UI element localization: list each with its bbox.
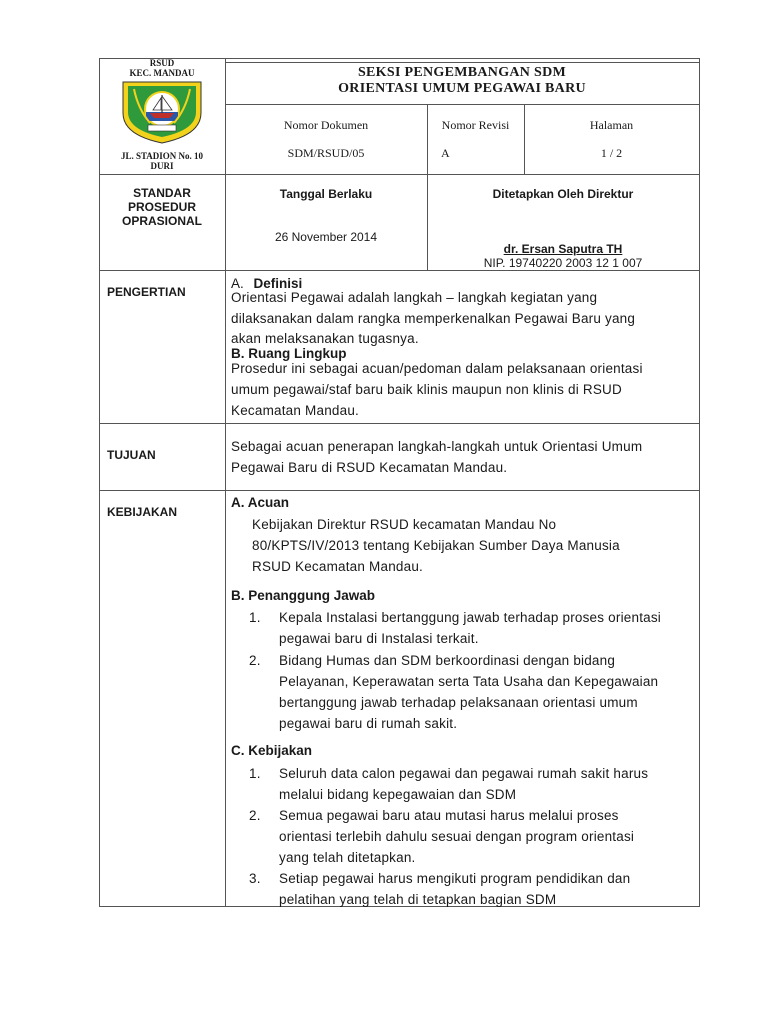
effective-date-label: Tanggal Berlaku (279, 187, 373, 201)
list-number: 3. (249, 871, 261, 886)
director-name: dr. Ersan Saputra TH (503, 242, 623, 256)
text-line: RSUD Kecamatan Mandau. (252, 559, 423, 574)
director-nip: NIP. 19740220 2003 12 1 007 (483, 256, 643, 270)
revision-label: Nomor Revisi (441, 118, 510, 132)
text-line: Kecamatan Mandau. (231, 403, 359, 418)
address-line-1: JL. STADION No. 10 (120, 151, 204, 161)
page-number: 1 / 2 (600, 146, 623, 160)
text-line: pegawai baru di Instalasi terkait. (279, 631, 479, 646)
org-header (99, 58, 225, 78)
text-line: dilaksanakan dalam rangka memperkenalkan Pegawai Baru yang (231, 311, 636, 326)
list-number: 1. (249, 610, 261, 625)
policy-heading: C. Kebijakan (231, 743, 313, 758)
text-line: Prosedur ini sebagai acuan/pedoman dalam pelaksanaan orientasi (231, 361, 643, 376)
text-line: Bidang Humas dan SDM berkoordinasi dengan bidang (279, 653, 616, 668)
definition-text (231, 287, 690, 349)
doc-number-value: SDM/RSUD/05 (287, 146, 365, 160)
definition-letter: A. (231, 276, 244, 291)
list-number: 2. (249, 808, 261, 823)
section-label-pengertian: PENGERTIAN (107, 285, 186, 299)
title-line-2: ORIENTASI UMUM PEGAWAI BARU (338, 81, 586, 96)
responsibility-heading: B. Penanggung Jawab (231, 588, 376, 603)
text-line: Pelayanan, Keperawatan serta Tata Usaha dan Kepegawaian (279, 674, 659, 689)
revision-value: A (441, 146, 450, 160)
section-label-kebijakan: KEBIJAKAN (107, 505, 178, 519)
reference-text (252, 514, 690, 577)
doc-number-label: Nomor Dokumen (283, 118, 369, 132)
approved-by-label: Ditetapkan Oleh Direktur (492, 187, 634, 201)
text-line: pelatihan yang telah di tetapkan bagian SDM (279, 892, 557, 907)
page-title (225, 65, 699, 97)
reference-heading: A. Acuan (231, 495, 290, 510)
sop-label (99, 186, 225, 228)
sop-label-line-2: PROSEDUR (127, 200, 196, 214)
scope-text (231, 358, 690, 421)
hospital-emblem-icon (120, 79, 204, 145)
list-number: 2. (249, 653, 261, 668)
text-line: Kepala Instalasi bertanggung jawab terhadap proses orientasi (279, 610, 661, 625)
text-line: Orientasi Pegawai adalah langkah – langkah kegiatan yang (231, 290, 598, 305)
title-line-1: SEKSI PENGEMBANGAN SDM (357, 65, 567, 80)
effective-date-value: 26 November 2014 (274, 230, 378, 244)
section-label-tujuan: TUJUAN (107, 448, 156, 462)
text-line: yang telah ditetapkan. (279, 850, 416, 865)
text-line: 80/KPTS/IV/2013 tentang Kebijakan Sumber Daya Manusia (252, 538, 620, 553)
scope-heading: B. Ruang Lingkup (231, 346, 347, 361)
sop-label-line-3: OPRASIONAL (121, 214, 202, 228)
text-line: akan melaksanakan tugasnya. (231, 331, 419, 346)
text-line: melalui bidang kepegawaian dan SDM (279, 787, 517, 802)
org-district: KEC. MANDAU (129, 68, 195, 78)
address-line-2: DURI (150, 161, 174, 171)
org-name: RSUD (149, 58, 175, 68)
org-address (99, 151, 225, 171)
definition-title: Definisi (253, 276, 303, 291)
text-line: Kebijakan Direktur RSUD kecamatan Mandau No (252, 517, 557, 532)
text-line: bertanggung jawab terhadap pelaksanaan orientasi umum (279, 695, 638, 710)
objective-text (231, 436, 690, 478)
text-line: Pegawai Baru di RSUD Kecamatan Mandau. (231, 460, 508, 475)
sop-label-line-1: STANDAR (133, 186, 191, 200)
page-label: Halaman (589, 118, 634, 132)
text-line: pegawai baru di rumah sakit. (279, 716, 458, 731)
text-line: Semua pegawai baru atau mutasi harus melalui proses (279, 808, 619, 823)
text-line: Sebagai acuan penerapan langkah-langkah untuk Orientasi Umum (231, 439, 643, 454)
text-line: Seluruh data calon pegawai dan pegawai rumah sakit harus (279, 766, 649, 781)
text-line: Setiap pegawai harus mengikuti program pendidikan dan (279, 871, 631, 886)
list-number: 1. (249, 766, 261, 781)
text-line: orientasi terlebih dahulu sesuai dengan program orientasi (279, 829, 635, 844)
text-line: umum pegawai/staf baru baik klinis maupun non klinis di RSUD (231, 382, 622, 397)
